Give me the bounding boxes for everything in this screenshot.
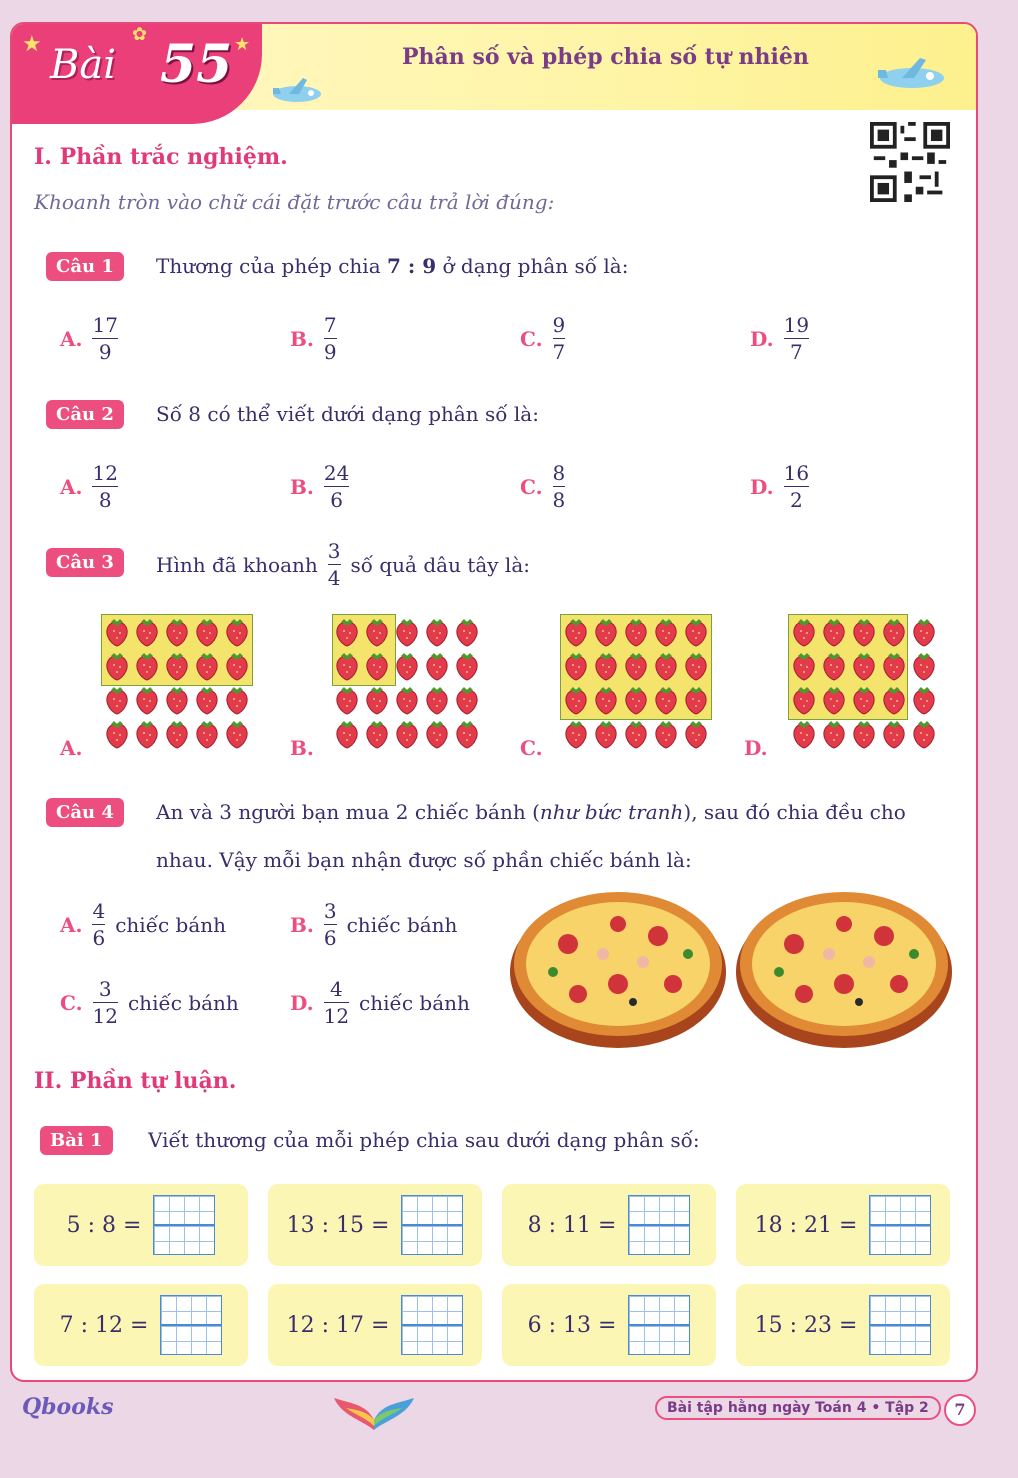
strawberry-icon [914,619,934,646]
numerator: 17 [92,313,118,337]
strawberry-icon [686,687,706,714]
q3-option-d[interactable]: D. [744,736,768,760]
strawberry-icon [367,619,387,646]
denominator: 12 [323,1004,350,1028]
question-tag: Câu 2 [46,400,124,429]
question-4-text [156,788,956,884]
star-icon: ★ [22,32,42,57]
strawberry-icon [427,687,447,714]
strawberry-icon [794,653,814,680]
strawberry-grid-c [566,619,706,748]
exercise-box [736,1184,950,1266]
exercise-box [736,1284,950,1366]
strawberry-icon [824,721,844,748]
strawberry-icon [566,619,586,646]
strawberry-icon [457,687,477,714]
strawberry-icon [107,721,127,748]
strawberry-icon [367,653,387,680]
division-expression: 13 : 15 = [286,1212,390,1238]
exercise-tag: Bài 1 [40,1126,113,1155]
strawberry-icon [337,619,357,646]
division-expression: 18 : 21 = [754,1212,858,1238]
strawberry-icon [337,721,357,748]
lesson-number: 55 [160,34,233,95]
strawberry-icon [884,653,904,680]
page-title: Phân số và phép chia số tự nhiên [402,44,809,70]
strawberry-icon [167,687,187,714]
q1-text-after: ở dạng phân số là: [436,254,629,278]
strawberry-icon [626,653,646,680]
q3-option-a[interactable]: A. [60,736,83,760]
numerator: 3 [323,899,337,923]
denominator: 7 [789,340,803,364]
strawberry-icon [656,687,676,714]
q4-line1-before: An và 3 người bạn mua 2 chiếc bánh ( [156,800,540,824]
strawberry-icon [596,653,616,680]
strawberry-icon [227,619,247,646]
page-number: 7 [944,1394,976,1426]
strawberry-icon [167,619,187,646]
q4-option-a[interactable] [60,898,226,951]
denominator: 6 [92,926,106,950]
fraction [93,976,118,1029]
pizza-icon [510,892,726,1048]
wings-icon [332,1390,416,1434]
strawberry-icon [397,721,417,748]
strawberry-icon [227,653,247,680]
strawberry-icon [457,653,477,680]
q4-line1-after: ), sau đó chia đều cho [683,800,906,824]
answer-grid[interactable] [401,1195,463,1255]
strawberry-icon [137,619,157,646]
strawberry-icon [626,687,646,714]
strawberry-icon [596,619,616,646]
q3-option-b[interactable]: B. [290,736,314,760]
q4-option-c[interactable] [60,976,239,1029]
strawberry-icon [566,721,586,748]
strawberry-icon [457,721,477,748]
q4-option-d[interactable] [290,976,470,1029]
strawberry-icon [427,721,447,748]
strawberry-icon [596,721,616,748]
strawberry-icon [914,653,934,680]
strawberry-icon [686,653,706,680]
numerator: 9 [552,313,566,337]
denominator: 8 [552,488,566,512]
strawberry-icon [566,687,586,714]
strawberry-icon [824,653,844,680]
strawberry-icon [167,653,187,680]
answer-grid[interactable] [153,1195,215,1255]
part1-heading: I. Phần trắc nghiệm. [34,144,288,170]
option-letter: C. [60,990,83,1015]
strawberry-icon [656,653,676,680]
strawberry-icon [427,619,447,646]
fraction [92,898,105,951]
denominator: 6 [323,926,337,950]
question-tag: Câu 4 [46,798,124,827]
exercise-box [268,1284,482,1366]
numerator: 8 [552,461,566,485]
option-letter: D. [750,474,774,499]
strawberry-grid-a [107,619,247,748]
numerator: 4 [92,899,106,923]
denominator: 7 [552,340,566,364]
strawberry-icon [227,687,247,714]
strawberry-icon [794,721,814,748]
strawberry-icon [337,653,357,680]
answer-grid[interactable] [160,1295,222,1355]
numerator: 7 [323,313,337,337]
option-letter: B. [290,912,314,937]
answer-grid[interactable] [869,1195,931,1255]
exercise-box [34,1184,248,1266]
question-2-text: Số 8 có thể viết dưới dạng phân số là: [156,402,539,426]
exercise-box [502,1184,716,1266]
numerator: 12 [92,461,118,485]
unit-label: chiếc bánh [346,912,458,937]
strawberry-icon [137,653,157,680]
strawberry-icon [457,619,477,646]
unit-label: chiếc bánh [127,990,239,1015]
denominator: 2 [789,488,803,512]
q1-text-bold: 7 : 9 [387,254,437,278]
strawberry-icon [884,687,904,714]
division-expression: 8 : 11 = [527,1212,617,1238]
denominator: 8 [98,488,112,512]
numerator: 16 [783,461,810,485]
strawberry-icon [227,721,247,748]
option-letter: B. [290,474,314,499]
strawberry-icon [854,619,874,646]
strawberry-icon [884,721,904,748]
division-expression: 5 : 8 = [66,1212,142,1238]
strawberry-icon [197,653,217,680]
strawberry-grid-b [337,619,477,748]
answer-grid[interactable] [401,1295,463,1355]
option-letter: A. [60,326,83,351]
division-expression: 15 : 23 = [754,1312,858,1338]
exercise-box [268,1184,482,1266]
part2-heading: II. Phần tự luận. [34,1068,237,1094]
strawberry-icon [107,687,127,714]
numerator: 24 [323,461,350,485]
strawberry-icon [854,687,874,714]
q4-option-b[interactable] [290,898,457,951]
option-letter: A. [60,912,83,937]
exercise-box [502,1284,716,1366]
q4-line2: nhau. Vậy mỗi bạn nhận được số phần chiếc bánh là: [156,848,692,872]
exercise-box [34,1284,248,1366]
fraction [324,898,337,951]
book-title-pill: Bài tập hằng ngày Toán 4 • Tập 2 [655,1396,941,1420]
strawberry-groups [12,24,976,764]
strawberry-icon [854,653,874,680]
q3-text-after: số quả dâu tây là: [350,552,530,577]
option-letter: C. [520,326,543,351]
option-letter: B. [290,326,314,351]
strawberry-icon [197,687,217,714]
denominator: 9 [98,340,112,364]
numerator: 3 [98,977,112,1001]
denominator: 9 [323,340,337,364]
lesson-word: Bài [50,42,117,88]
strawberry-icon [367,687,387,714]
denominator: 4 [327,566,341,590]
strawberry-icon [397,619,417,646]
question-tag: Câu 3 [46,548,124,577]
strawberry-icon [397,687,417,714]
strawberry-icon [397,653,417,680]
pizza-icon [736,892,952,1048]
strawberry-icon [197,721,217,748]
strawberry-icon [626,721,646,748]
strawberry-icon [137,721,157,748]
strawberry-icon [656,619,676,646]
numerator: 3 [327,539,341,563]
answer-grid[interactable] [628,1295,690,1355]
strawberry-icon [626,619,646,646]
strawberry-icon [337,687,357,714]
strawberry-icon [914,721,934,748]
division-expression: 12 : 17 = [286,1312,390,1338]
strawberry-grid-d [794,619,934,748]
denominator: 6 [330,488,343,512]
strawberry-icon [854,721,874,748]
strawberry-icon [656,721,676,748]
strawberry-icon [367,721,387,748]
strawberry-icon [596,687,616,714]
worksheet-page [10,22,978,1382]
strawberry-icon [914,687,934,714]
strawberry-icon [427,653,447,680]
star-icon: ★ [234,34,251,55]
option-letter: D. [750,326,774,351]
question-tag: Câu 1 [46,252,124,281]
option-letter: C. [520,474,543,499]
strawberry-icon [197,619,217,646]
answer-grid[interactable] [869,1295,931,1355]
strawberry-icon [167,721,187,748]
answer-grid[interactable] [628,1195,690,1255]
numerator: 4 [329,977,343,1001]
strawberry-icon [884,619,904,646]
strawberry-icon [794,619,814,646]
exercise-1-text: Viết thương của mỗi phép chia sau dưới dạng phân số: [148,1128,700,1152]
strawberry-icon [107,653,127,680]
q3-text-before: Hình đã khoanh [156,552,318,577]
strawberry-icon [686,721,706,748]
option-letter: D. [290,990,314,1015]
division-expression: 7 : 12 = [59,1312,149,1338]
q3-option-c[interactable]: C. [520,736,543,760]
denominator: 12 [92,1004,118,1028]
publisher-logo: Qbooks [22,1394,114,1420]
strawberry-icon [824,619,844,646]
numerator: 19 [783,313,810,337]
strawberry-icon [566,653,586,680]
strawberry-icon [137,687,157,714]
pizza-illustration [508,884,958,1054]
flower-icon: ✿ [132,24,148,45]
strawberry-icon [107,619,127,646]
unit-label: chiếc bánh [359,990,470,1015]
part1-instruction: Khoanh tròn vào chữ cái đặt trước câu trả lời đúng: [34,190,555,214]
q4-line1-italic: như bức tranh [539,800,684,824]
option-letter: A. [60,474,83,499]
fraction [324,976,349,1029]
strawberry-icon [824,687,844,714]
strawberry-icon [794,687,814,714]
q1-text-before: Thương của phép chia [156,254,387,278]
strawberry-icon [686,619,706,646]
division-expression: 6 : 13 = [527,1312,617,1338]
unit-label: chiếc bánh [115,912,227,937]
